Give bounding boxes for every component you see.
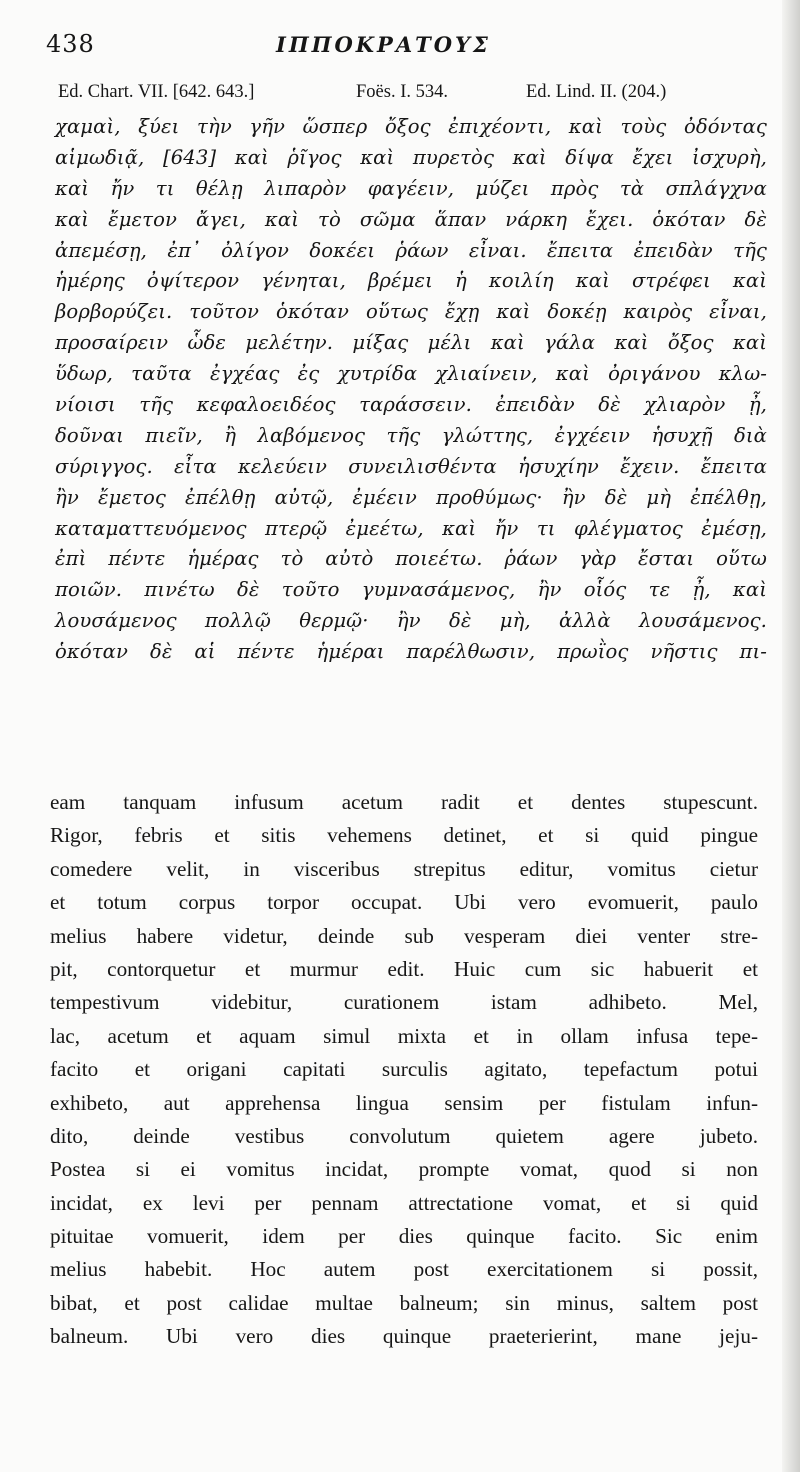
- latin-line: facito et origani capitati surculis agitato, tepefactum potui: [50, 1057, 758, 1082]
- greek-line: ὁκόταν δὲ αἱ πέντε ἡμέραι παρέλθωσιν, πρωῒος νῆστις πι-: [55, 640, 767, 664]
- latin-line: balneum. Ubi vero dies quinque praeterierint, mane jeju-: [50, 1324, 758, 1349]
- latin-line: eam tanquam infusum acetum radit et dentes stupescunt.: [50, 790, 758, 814]
- greek-line: ἐπὶ πέντε ἡμέρας τὸ αὐτὸ ποιεέτω. ῥάων γὰρ ἔσται οὕτω: [55, 547, 767, 571]
- latin-line: exhibeto, aut apprehensa lingua sensim per fistulam infun-: [50, 1090, 758, 1115]
- greek-line: καταματτευόμενος πτερῷ ἐμεέτω, καὶ ἤν τι φλέγματος ἐμέσῃ,: [55, 516, 767, 540]
- greek-line: ποιῶν. πινέτω δὲ τοῦτο γυμνασάμενος, ἢν οἷός τε ᾖ, καὶ: [55, 578, 767, 602]
- greek-line: ἀπεμέσῃ, ἐπ᾽ ὀλίγον δοκέει ῥάων εἶναι. ἔπειτα ἐπειδὰν τῆς: [55, 238, 767, 262]
- greek-line: ὕδωρ, ταῦτα ἐγχέας ἐς χυτρίδα χλιαίνειν, καὶ ὀριγάνου κλω-: [55, 362, 767, 386]
- latin-line: lac, acetum et aquam simul mixta et in ollam infusa tepe-: [50, 1023, 758, 1048]
- greek-line: αἱμωδιᾷ, [643] καὶ ῥῖγος καὶ πυρετὸς καὶ δίψα ἔχει ἰσχυρὴ,: [55, 145, 767, 169]
- latin-line: tempestivum videbitur, curationem istam adhibeto. Mel,: [50, 990, 758, 1015]
- greek-line: λουσάμενος πολλῷ θερμῷ· ἢν δὲ μὴ, ἀλλὰ λουσάμενος.: [55, 609, 767, 633]
- page-header: [46, 30, 766, 64]
- page-edge-shadow: [782, 0, 800, 1472]
- latin-line: incidat, ex levi per pennam attrectatione vomat, et si quid: [50, 1190, 758, 1215]
- greek-line: σύριγγος. εἶτα κελεύειν συνειλισθέντα ἡσυχίην ἔχειν. ἔπειτα: [55, 454, 767, 478]
- greek-line: νίοισι τῆς κεφαλοειδέος ταράσσειν. ἐπειδὰν δὲ χλιαρὸν ᾖ,: [55, 393, 767, 417]
- page-number: 438: [46, 30, 95, 58]
- latin-line: et totum corpus torpor occupat. Ubi vero evomuerit, paulo: [50, 890, 758, 915]
- edition-lind: Ed. Lind. II. (204.): [526, 82, 667, 102]
- greek-line: ἡμέρης ὀψίτερον γένηται, βρέμει ἡ κοιλίη καὶ στρέφει καὶ: [55, 269, 767, 293]
- greek-line: δοῦναι πιεῖν, ἢ λαβόμενος τῆς γλώττης, ἐγχέειν ἡσυχῇ διὰ: [55, 423, 767, 447]
- latin-line: melius habebit. Hoc autem post exercitationem si possit,: [50, 1257, 758, 1282]
- greek-line: καὶ ἔμετον ἄγει, καὶ τὸ σῶμα ἅπαν νάρκη ἔχει. ὁκόταν δὲ: [55, 207, 767, 231]
- latin-line: Postea si ei vomitus incidat, prompte vomat, quod si non: [50, 1157, 758, 1182]
- running-head: ΙΠΠΟΚΡΑΤΟΥΣ: [276, 32, 491, 57]
- edition-foes: Foës. I. 534.: [356, 82, 448, 102]
- latin-line: Rigor, febris et sitis vehemens detinet, et si quid pingue: [50, 823, 758, 848]
- greek-line: χαμαὶ, ξύει τὴν γῆν ὥσπερ ὄξος ἐπιχέοντι, καὶ τοὺς ὀδόντας: [55, 115, 767, 138]
- latin-line: pituitae vomuerit, idem per dies quinque facito. Sic enim: [50, 1224, 758, 1249]
- greek-line: ἢν ἔμετος ἐπέλθῃ αὐτῷ, ἐμέειν προθύμως· ἢν δὲ μὴ ἐπέλθῃ,: [55, 485, 767, 509]
- latin-line: melius habere videtur, deinde sub vesperam diei venter stre-: [50, 923, 758, 948]
- greek-line: καὶ ἤν τι θέλῃ λιπαρὸν φαγέειν, μύζει πρὸς τὰ σπλάγχνα: [55, 176, 767, 200]
- greek-line: προσαίρειν ὧδε μελέτην. μίξας μέλι καὶ γάλα καὶ ὄξος καὶ: [55, 331, 767, 355]
- latin-line: comedere velit, in visceribus strepitus editur, vomitus cietur: [50, 856, 758, 881]
- latin-line: bibat, et post calidae multae balneum; sin minus, saltem post: [50, 1290, 758, 1315]
- latin-translation: [50, 786, 758, 1354]
- greek-text: [55, 112, 767, 668]
- greek-line: βορβορύζει. τοῦτον ὁκόταν οὕτως ἔχῃ καὶ δοκέῃ καιρὸς εἶναι,: [55, 300, 767, 324]
- latin-line: pit, contorquetur et murmur edit. Huic cum sic habuerit et: [50, 956, 758, 981]
- edition-chart: Ed. Chart. VII. [642. 643.]: [58, 82, 255, 102]
- latin-line: dito, deinde vestibus convolutum quietem agere jubeto.: [50, 1123, 758, 1148]
